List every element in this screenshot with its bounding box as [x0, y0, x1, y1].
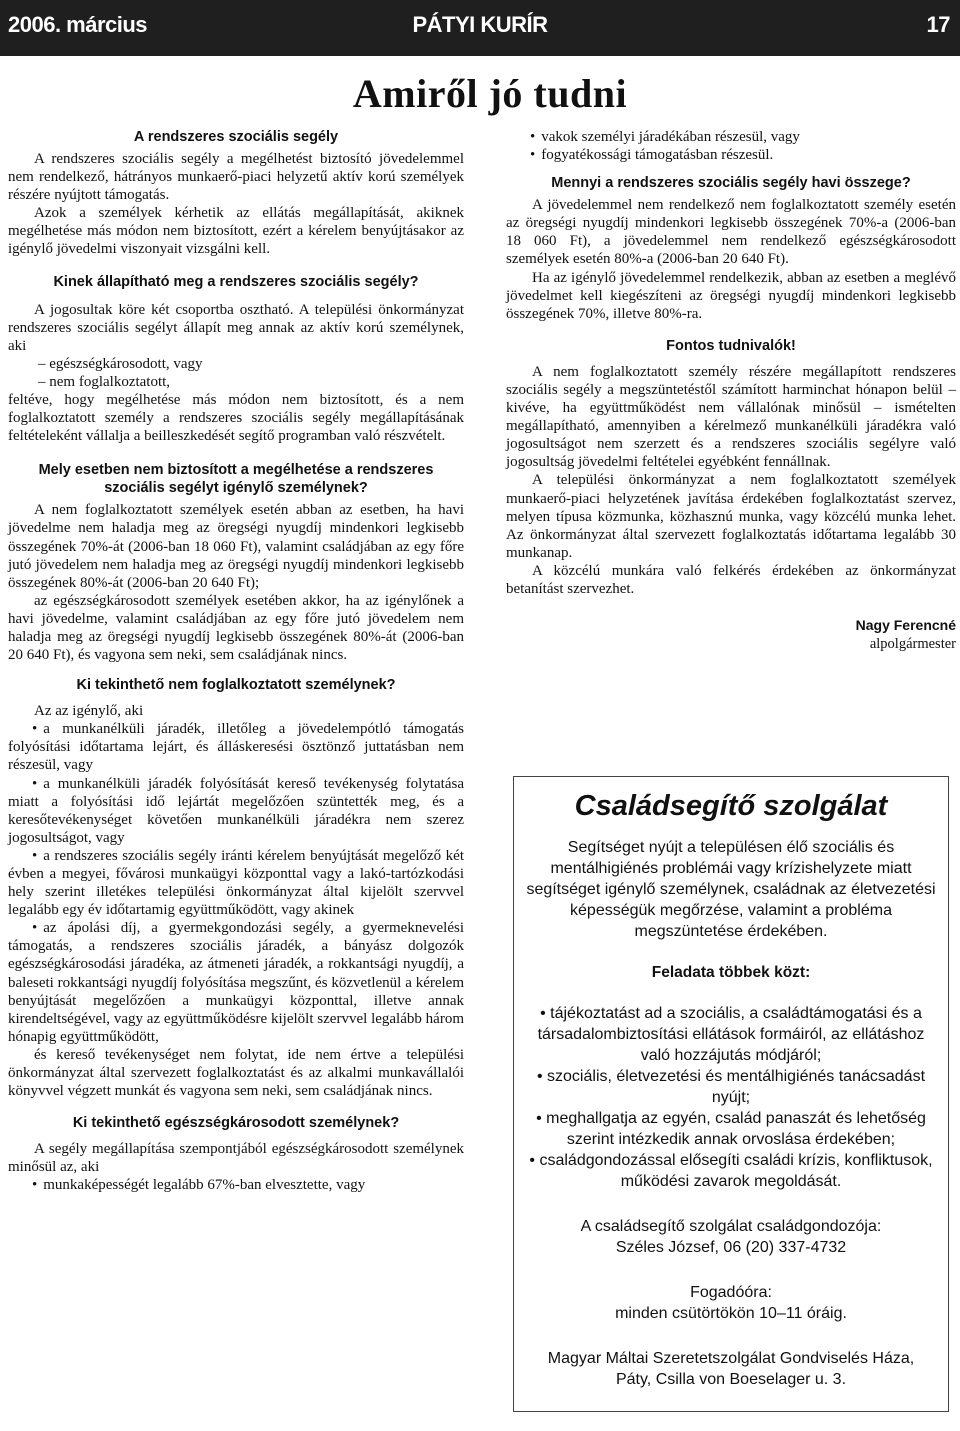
list-item: • a munkanélküli járadék, illetőleg a jövedelempótló támogatás folyósítási időtartama lejárt, és álláskeresési ösztönző juttatásban nem részesül, vagy — [8, 720, 464, 774]
newspaper-name: PÁTYI KURÍR — [412, 12, 548, 37]
list-item: • a rendszeres szociális segély iránti kérelem benyújtását megelőző két évben a megyei, fővárosi munkaügyi központtal vagy a lakó-tartózkodási hely szerint illetékes települési önkormányzat által kijelölt szervvel legalább egy év időtartamig együttműködött, vagy akinek — [8, 847, 464, 919]
address-line: Magyar Máltai Szeretetszolgálat Gondviselés Háza, — [547, 1350, 915, 1367]
paragraph: A nem foglalkoztatott személyek esetén abban az esetben, ha havi jövedelme nem haladja meg az öregségi nyugdíj mindenkori legkisebb összegének 70%-át (2006-ban 18 060 Ft), valamint családjában az egy főre jutó jövedelem nem haladja meg az öregségi nyugdíj mindenkori legkisebb összegének 80%-át (2006-ban 20 640 Ft); — [8, 502, 464, 591]
page-header — [0, 0, 960, 56]
section-heading: Kinek állapítható meg a rendszeres szociális segély? — [53, 273, 419, 290]
right-column — [506, 128, 956, 653]
list-item: • munkaképességét legalább 67%-ban elvesztette, vagy — [8, 1176, 464, 1194]
paragraph: Ha az igénylő jövedelemmel rendelkezik, abban az esetben a meglévő jövedelmet kell kiegészíteni az öregségi nyugdíj mindenkori legkisebb összegének 70%, illetve 80%-ra. — [506, 269, 956, 322]
bullet-icon: • — [540, 1005, 551, 1022]
paragraph: A rendszeres szociális segély a megélhetést biztosító jövedelemmel nem rendelkező, hátrányos munkaerő-piaci helyzetű aktív korú személyek részére nyújtott támogatás. — [8, 151, 464, 204]
author-role: alpolgármester — [869, 636, 956, 653]
paragraph: A nem foglalkoztatott személy részére megállapított rendszeres szociális segély a megszüntetéstől számított harminchat hónapon belül – kivéve, ha együttműködést nem vállalónak minősül – ismételten megállapítható, amennyiben a kérelmező munkanélküli járadékra való jogosultságot nem szerzett és a rendszeres szociális segélyre való jogosultság jövedelmi feltételei egyébként fennállnak. — [506, 363, 956, 471]
paragraph: Azok a személyek kérhetik az ellátás megállapítását, akiknek megélhetése más módon nem biztosított, ezért a kérelem benyújtásakor az igénylő jövedelmi viszonyait vizsgálni kell. — [8, 205, 464, 258]
task-item: • meghallgatja az egyén, család panaszát és lehetőség szerint intézkedik annak orvoslása érdekében; — [536, 1110, 926, 1148]
paragraph: az egészségkárosodott személyek esetében akkor, ha az igénylőnek a havi jövedelme, valamint családjában az egy főre jutó jövedelem nem haladja meg az öregségi nyugdíj legkisebb összegének 80%-át (2006-ban 20 640 Ft), és vagyona sem neki, sem családjának nincs. — [8, 592, 464, 664]
office-hours-label: Fogadóóra: — [690, 1284, 772, 1301]
bullet-icon: • — [536, 1110, 547, 1127]
bullet-icon: • — [536, 1068, 548, 1085]
author-name: Nagy Ferencné — [855, 617, 956, 634]
signature-block — [506, 616, 956, 653]
article-title: Amiről jó tudni — [352, 71, 628, 116]
paragraph: A közcélú munkára való felkérés érdekében az önkormányzat betanítást szervezhet. — [506, 562, 956, 597]
section-heading: Fontos tudnivalók! — [666, 337, 796, 354]
section-heading: Mennyi a rendszeres szociális segély havi összege? — [551, 175, 911, 192]
address-line: Páty, Csilla von Boeselager u. 3. — [615, 1371, 847, 1388]
paragraph: feltéve, hogy megélhetése más módon nem biztosított, és a nem foglalkoztatott személy a rendszeres szociális segély megállapításának feltételeként vállalja a beilleszkedését segítő programban való részvételt. — [8, 392, 464, 445]
bullet-list — [506, 128, 956, 164]
box-intro: Segítséget nyújt a településen élő szociális és mentálhigiénés problémái vagy krízishelyzete miatt segítséget igénylő személynek, családnak az életvezetési képességük megőrzése, valamint a probléma megszüntetése érdekében. — [526, 839, 936, 940]
list-item: • az ápolási díj, a gyermekgondozási segély, a gyermeknevelési támogatás, a rendszeres szociális járadék, a bányász dolgozók egészségkárosodási járadéka, az átmeneti járadék, a rokkantsági nyugdíj, a baleseti rokkantsági nyugdíj folyósítása megszűnt, és közvetlenül a kérelem benyújtását megelőzően a munkaügyi központtal, illetve annak kirendeltségével, vagy az együttműködésre kijelölt szervvel legalább három hónapig együttműködött, — [8, 919, 464, 1046]
task-item: • családgondozással elősegíti családi krízis, konfliktusok, működési zavarok megoldását. — [529, 1152, 933, 1190]
paragraph: A segély megállapítása szempontjából egészségkárosodott személynek minősül az, aki — [8, 1141, 464, 1176]
office-hours: minden csütörtökön 10–11 óráig. — [615, 1305, 847, 1322]
list-item: • a munkanélküli járadék folyósítását kereső tevékenység folytatása miatt a folyósítási idő lejártát megelőzően szüntették meg, és a keresőtevékenységet követően munkanélküli járadékra nem szerez jogosultságot, vagy — [8, 775, 464, 847]
bullet-list — [8, 720, 464, 1046]
paragraph: A települési önkormányzat a nem foglalkoztatott személyek munkaerő-piaci helyzetének javítása érdekében foglalkoztatást szervez, melyen típusa közmunka, közhasznú munka, vagy közcélú munka lehet. Az önkormányzat által szervezett foglalkoztatás időtartama legalább 30 munkanap. — [506, 472, 956, 561]
tasks-list — [524, 1003, 938, 1192]
family-support-box — [513, 776, 949, 1412]
contact-label: A családsegítő szolgálat családgondozója: — [580, 1218, 882, 1235]
bullet-icon: • — [529, 1152, 540, 1169]
section-heading: Ki tekinthető egészségkárosodott személynek? — [72, 1115, 400, 1132]
tasks-heading: Feladata többek közt: — [651, 964, 811, 981]
task-item: • tájékoztatást ad a szociális, a családtámogatási és a társadalombiztosítási ellátások formáiról, az ellátáshoz való hozzájutás módjáról; — [537, 1005, 925, 1064]
issue-date: 2006. március — [8, 12, 148, 37]
list-item: • vakok személyi járadékában részesül, vagy — [506, 128, 956, 146]
paragraph: A jövedelemmel nem rendelkező nem foglalkoztatott személy esetén az öregségi nyugdíj mindenkori legkisebb összegének 70%-a (2006-ban 18 060 Ft), a jövedelemmel nem rendelkező egészségkárosodott személyek esetén 80%-a (2006-ban 20 640 Ft). — [506, 197, 956, 268]
dash-list — [8, 355, 464, 391]
paragraph: és kereső tevékenységet nem folytat, ide nem értve a települési önkormányzat által szervezett foglalkoztatást és az alkalmi munkavállalói könyvvel végzett munkát és vagyona sem neki, sem családjának nincs. — [8, 1046, 464, 1100]
paragraph: A jogosultak köre két csoportba osztható. A települési önkormányzat rendszeres szociális segélyt állapít meg annak az aktív korú személynek, aki — [8, 301, 464, 354]
list-item: • fogyatékossági támogatásban részesül. — [506, 146, 956, 164]
bullet-list — [8, 1176, 464, 1194]
section-heading: A rendszeres szociális segély — [133, 129, 339, 145]
contact-person: Széles József, 06 (20) 337-4732 — [615, 1239, 847, 1256]
list-item: – nem foglalkoztatott, — [8, 373, 464, 391]
section-heading: Ki tekinthető nem foglalkoztatott személynek? — [76, 677, 396, 694]
section-heading: Mely esetben nem biztosított a megélhetése a rendszeres szociális segélyt igénylő személynek? — [38, 462, 434, 497]
page-number: 17 — [926, 12, 950, 37]
paragraph: Az az igénylő, aki — [34, 703, 144, 720]
left-column — [8, 128, 464, 1195]
list-item: – egészségkárosodott, vagy — [8, 355, 464, 373]
task-item: • szociális, életvezetési és mentálhigiénés tanácsadást nyújt; — [536, 1068, 926, 1106]
box-title: Családsegítő szolgálat — [574, 790, 888, 822]
